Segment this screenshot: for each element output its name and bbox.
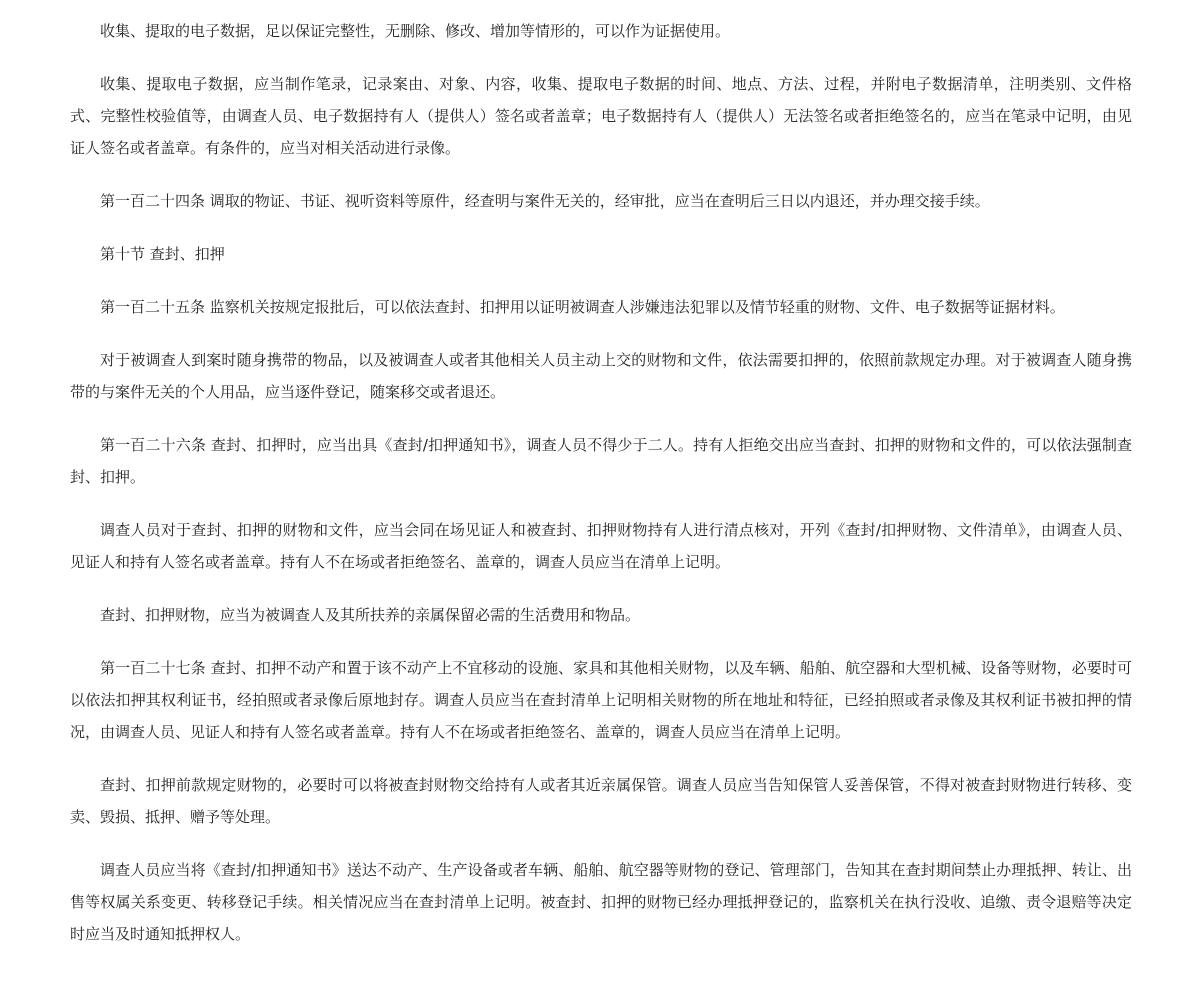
- paragraph: 收集、提取的电子数据，足以保证完整性，无删除、修改、增加等情形的，可以作为证据使用。: [100, 22, 731, 40]
- paragraph: 查封、扣押前款规定财物的，必要时可以将被查封财物交给持有人或者其近亲属保管。调查人员应当告知保管人妥善保管，不得对被查封财物进行转移、变卖、毁损、抵押、赠予等处理。: [70, 776, 1132, 826]
- paragraph: 对于被调查人到案时随身携带的物品，以及被调查人或者其他相关人员主动上交的财物和文件，依法需要扣押的，依照前款规定办理。对于被调查人随身携带的与案件无关的个人用品，应当逐件登记，随案移交或者退还。: [70, 351, 1132, 401]
- article-126-paragraph: 第一百二十六条 查封、扣押时，应当出具《查封/扣押通知书》，调查人员不得少于二人。持有人拒绝交出应当查封、扣押的财物和文件的，可以依法强制查封、扣押。: [70, 436, 1132, 486]
- paragraph: 调查人员对于查封、扣押的财物和文件，应当会同在场见证人和被查封、扣押财物持有人进行清点核对，开列《查封/扣押财物、文件清单》，由调查人员、见证人和持有人签名或者盖章。持有人不在场或者拒绝签名、盖章的，调查人员应当在清单上记明。: [70, 521, 1132, 571]
- article-124-paragraph: 第一百二十四条 调取的物证、书证、视听资料等原件，经查明与案件无关的，经审批，应当在查明后三日以内退还，并办理交接手续。: [100, 192, 990, 210]
- section-heading: 第十节 查封、扣押: [100, 245, 225, 263]
- paragraph: 调查人员应当将《查封/扣押通知书》送达不动产、生产设备或者车辆、船舶、航空器等财物的登记、管理部门，告知其在查封期间禁止办理抵押、转让、出售等权属关系变更、转移登记手续。相关情况应当在查封清单上记明。被查封、扣押的财物已经办理抵押登记的，监察机关在执行没收、追缴、责令退赔等决定时应当及时通知抵押权人。: [70, 861, 1132, 943]
- paragraph: 查封、扣押财物，应当为被调查人及其所扶养的亲属保留必需的生活费用和物品。: [100, 606, 641, 624]
- article-127-paragraph: 第一百二十七条 查封、扣押不动产和置于该不动产上不宜移动的设施、家具和其他相关财物，以及车辆、船舶、航空器和大型机械、设备等财物，必要时可以依法扣押其权利证书，经拍照或者录像后原地封存。调查人员应当在查封清单上记明相关财物的所在地址和特征，已经拍照或者录像及其权利证书被扣押的情况，由调查人员、见证人和持有人签名或者盖章。持有人不在场或者拒绝签名、盖章的，调查人员应当在清单上记明。: [70, 659, 1132, 741]
- paragraph: 收集、提取电子数据，应当制作笔录，记录案由、对象、内容，收集、提取电子数据的时间、地点、方法、过程，并附电子数据清单，注明类别、文件格式、完整性校验值等，由调查人员、电子数据持有人（提供人）签名或者盖章；电子数据持有人（提供人）无法签名或者拒绝签名的，应当在笔录中记明，由见证人签名或者盖章。有条件的，应当对相关活动进行录像。: [70, 75, 1132, 157]
- article-125-paragraph: 第一百二十五条 监察机关按规定报批后，可以依法查封、扣押用以证明被调查人涉嫌违法犯罪以及情节轻重的财物、文件、电子数据等证据材料。: [100, 298, 1065, 316]
